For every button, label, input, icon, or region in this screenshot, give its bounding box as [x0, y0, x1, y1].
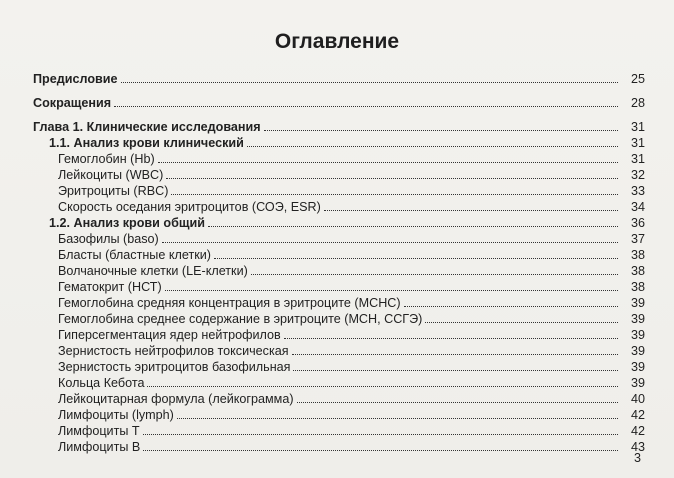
toc-entry-page: 42 — [630, 424, 645, 438]
toc-entry-label: Лимфоциты В — [58, 440, 141, 454]
toc-entry — [33, 391, 645, 407]
toc-entry — [33, 263, 645, 279]
toc-entry-label: 1.1. Анализ крови клинический — [49, 136, 244, 150]
dot-leader — [214, 258, 618, 259]
dot-leader — [143, 434, 618, 435]
dot-leader — [171, 194, 618, 195]
dot-leader — [143, 450, 618, 451]
toc-entry-page: 31 — [630, 120, 645, 134]
toc-entry — [33, 151, 645, 167]
toc-entry-label: Кольца Кебота — [58, 376, 145, 390]
dot-leader — [208, 226, 618, 227]
toc-entry — [33, 247, 645, 263]
toc-entry — [33, 71, 645, 87]
dot-leader — [404, 306, 618, 307]
toc-entry-label: 1.2. Анализ крови общий — [49, 216, 205, 230]
dot-leader — [251, 274, 618, 275]
toc-entry — [33, 375, 645, 391]
toc-entry — [33, 279, 645, 295]
toc-entry-label: Бласты (бластные клетки) — [58, 248, 211, 262]
toc-entry-page: 43 — [630, 440, 645, 454]
dot-leader — [324, 210, 618, 211]
dot-leader — [147, 386, 618, 387]
toc-entry — [33, 423, 645, 439]
toc-entry — [33, 199, 645, 215]
toc-entry-page: 39 — [630, 376, 645, 390]
toc-entry-page: 31 — [630, 152, 645, 166]
dot-leader — [162, 242, 618, 243]
toc-entry — [33, 135, 645, 151]
toc-entry-page: 37 — [630, 232, 645, 246]
toc-entry-page: 38 — [630, 264, 645, 278]
dot-leader — [114, 106, 618, 107]
toc-entry-page: 31 — [630, 136, 645, 150]
toc-entry — [33, 295, 645, 311]
toc-entry-label: Гемоглобина средняя концентрация в эритроците (МСНС) — [58, 296, 401, 310]
toc-entry — [33, 327, 645, 343]
toc-entry-page: 38 — [630, 248, 645, 262]
toc-entry-label: Предисловие — [33, 72, 118, 86]
toc-entry-label: Сокращения — [33, 96, 112, 110]
toc-entry-label: Лимфоциты Т — [58, 424, 140, 438]
dot-leader — [425, 322, 618, 323]
toc-entry-label: Лейкоциты (WBC) — [58, 168, 164, 182]
dot-leader — [158, 162, 618, 163]
toc-entry-label: Волчаночные клетки (LE-клетки) — [58, 264, 248, 278]
toc-entry-page: 36 — [630, 216, 645, 230]
toc-entry — [33, 343, 645, 359]
dot-leader — [297, 402, 618, 403]
toc-entry — [33, 215, 645, 231]
toc-entry-page: 38 — [630, 280, 645, 294]
toc-entry-label: Зернистость нейтрофилов токсическая — [58, 344, 289, 358]
toc-entry-label: Скорость оседания эритроцитов (СОЭ, ESR) — [58, 200, 321, 214]
toc-entry — [33, 95, 645, 111]
dot-leader — [177, 418, 618, 419]
toc-entry-label: Эритроциты (RBC) — [58, 184, 169, 198]
dot-leader — [165, 290, 618, 291]
toc-entry-page: 39 — [630, 296, 645, 310]
toc-entry-page: 32 — [630, 168, 645, 182]
dot-leader — [264, 130, 618, 131]
dot-leader — [166, 178, 618, 179]
toc-entry-page: 39 — [630, 312, 645, 326]
toc-entry — [33, 119, 645, 135]
dot-leader — [247, 146, 618, 147]
dot-leader — [284, 338, 618, 339]
toc-entry — [33, 311, 645, 327]
dot-leader — [292, 354, 618, 355]
toc-entry-label: Гемоглобина среднее содержание в эритроците (МСН, ССГЭ) — [58, 312, 423, 326]
page-title: Оглавление — [274, 30, 400, 53]
toc-entry-label: Глава 1. Клинические исследования — [33, 120, 261, 134]
dot-leader — [121, 82, 618, 83]
toc-entry-page: 33 — [630, 184, 645, 198]
toc-entry — [33, 439, 645, 455]
toc-entry-page: 39 — [630, 344, 645, 358]
toc-entry-page: 42 — [630, 408, 645, 422]
toc-entry — [33, 359, 645, 375]
page-number: 3 — [633, 451, 641, 465]
toc-entry-label: Лейкоцитарная формула (лейкограмма) — [58, 392, 294, 406]
toc-entry — [33, 167, 645, 183]
toc-entry-page: 39 — [630, 360, 645, 374]
toc-entry-page: 28 — [630, 96, 645, 110]
toc-entry-label: Гематокрит (НСТ) — [58, 280, 162, 294]
toc-entry — [33, 183, 645, 199]
toc-entry-label: Лимфоциты (lymph) — [58, 408, 174, 422]
toc-entry-page: 25 — [630, 72, 645, 86]
toc-entry-label: Гемоглобин (Hb) — [58, 152, 155, 166]
toc-entry-page: 39 — [630, 328, 645, 342]
dot-leader — [293, 370, 618, 371]
toc-entry-label: Гиперсегментация ядер нейтрофилов — [58, 328, 281, 342]
toc-entry-label: Зернистость эритроцитов базофильная — [58, 360, 291, 374]
toc-entry — [33, 407, 645, 423]
toc-entry-page: 34 — [630, 200, 645, 214]
toc-entry-label: Базофилы (baso) — [58, 232, 159, 246]
toc-entry — [33, 231, 645, 247]
toc-entry-page: 40 — [630, 392, 645, 406]
